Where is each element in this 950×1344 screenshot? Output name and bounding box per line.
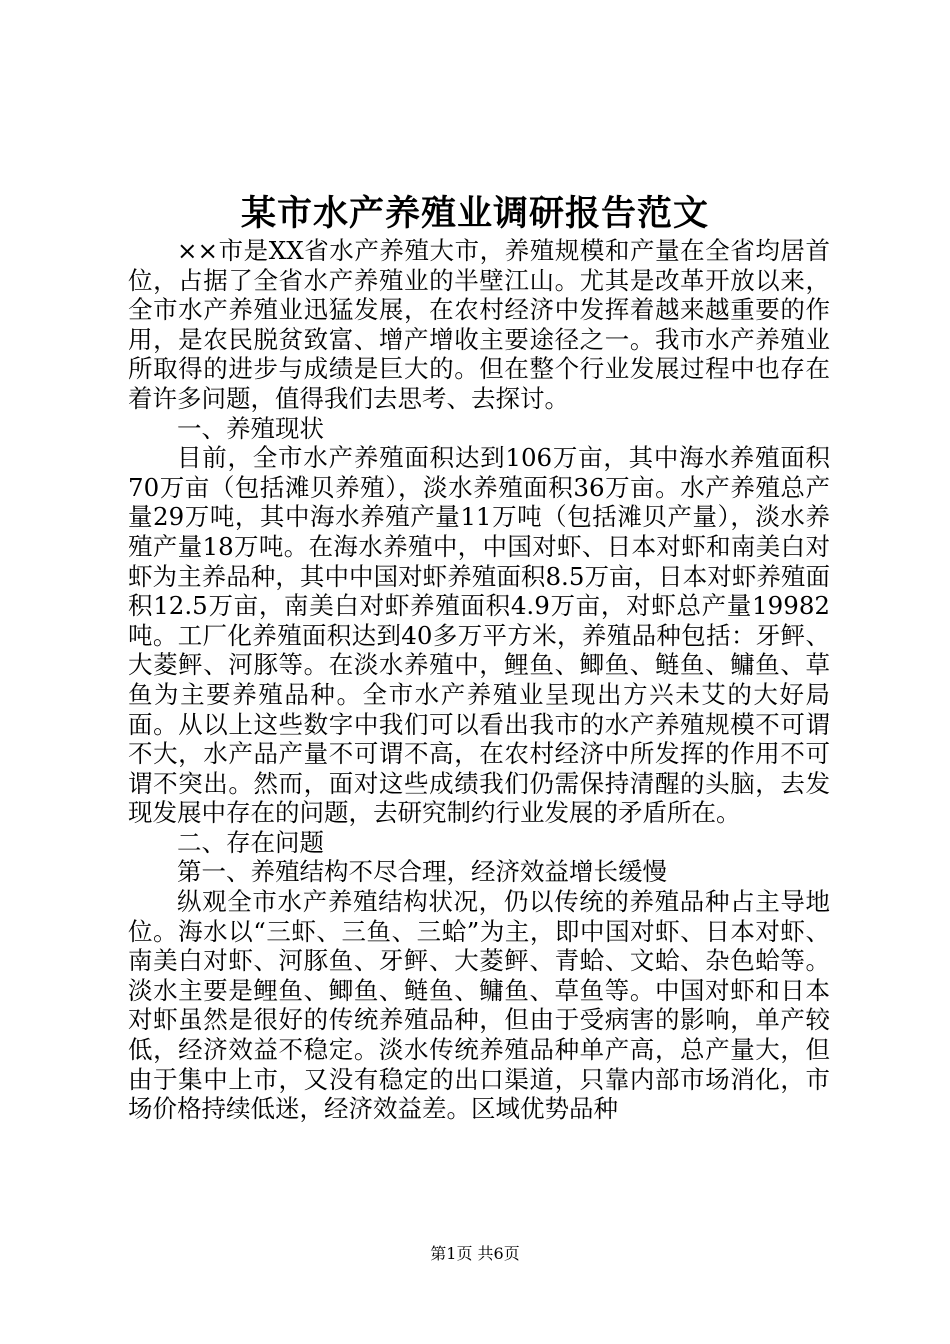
document-body <box>128 236 830 1124</box>
intro-paragraph: ××市是XX省水产养殖大市，养殖规模和产量在全省均居首位，占据了全省水产养殖业的半壁江山。尤其是改革开放以来，全市水产养殖业迅猛发展，在农村经济中发挥着越来越重要的作用，是农民脱贫致富、增产增收主要途径之一。我市水产养殖业所取得的进步与成绩是巨大的。但在整个行业发展过程中也存在着许多问题，值得我们去思考、去探讨。 <box>128 236 830 413</box>
subsection-heading-structure: 第一、养殖结构不尽合理，经济效益增长缓慢 <box>177 857 667 887</box>
status-paragraph: 目前，全市水产养殖面积达到106万亩，其中海水养殖面积70万亩（包括滩贝养殖），淡水养殖面积36万亩。水产养殖总产量29万吨，其中海水养殖产量11万吨（包括滩贝产量），淡水养殖产量18万吨。在海水养殖中，中国对虾、日本对虾和南美白对虾为主养品种，其中中国对虾养殖面积8.5万亩，日本对虾养殖面积12.5万亩，南美白对虾养殖面积4.9万亩，对虾总产量19982吨。工厂化养殖面积达到40多万平方米，养殖品种包括：牙鲆、大菱鲆、河豚等。在淡水养殖中，鲤鱼、鲫鱼、鲢鱼、鳙鱼、草鱼为主要养殖品种。全市水产养殖业呈现出方兴未艾的大好局面。从以上这些数字中我们可以看出我市的水产养殖规模不可谓不大，水产品产量不可谓不高，在农村经济中所发挥的作用不可谓不突出。然而，面对这些成绩我们仍需保持清醒的头脑，去发现发展中存在的问题，去研究制约行业发展的矛盾所在。 <box>128 443 830 828</box>
document-title: 某市水产养殖业调研报告范文 <box>240 193 709 234</box>
page-number-footer: 第1页 共6页 <box>430 1244 520 1263</box>
section-heading-status: 一、养殖现状 <box>177 413 324 443</box>
structure-paragraph: 纵观全市水产养殖结构状况，仍以传统的养殖品种占主导地位。海水以“三虾、三鱼、三蛤”为主，即中国对虾、日本对虾、南美白对虾、河豚鱼、牙鲆、大菱鲆、青蛤、文蛤、杂色蛤等。淡水主要是鲤鱼、鲫鱼、鲢鱼、鳙鱼、草鱼等。中国对虾和日本对虾虽然是很好的传统养殖品种，但由于受病害的影响，单产较低，经济效益不稳定。淡水传统养殖品种单产高，总产量大，但由于集中上市，又没有稳定的出口渠道，只靠内部市场消化，市场价格持续低迷，经济效益差。区域优势品种 <box>128 887 830 1124</box>
section-heading-problems: 二、存在问题 <box>177 827 324 857</box>
